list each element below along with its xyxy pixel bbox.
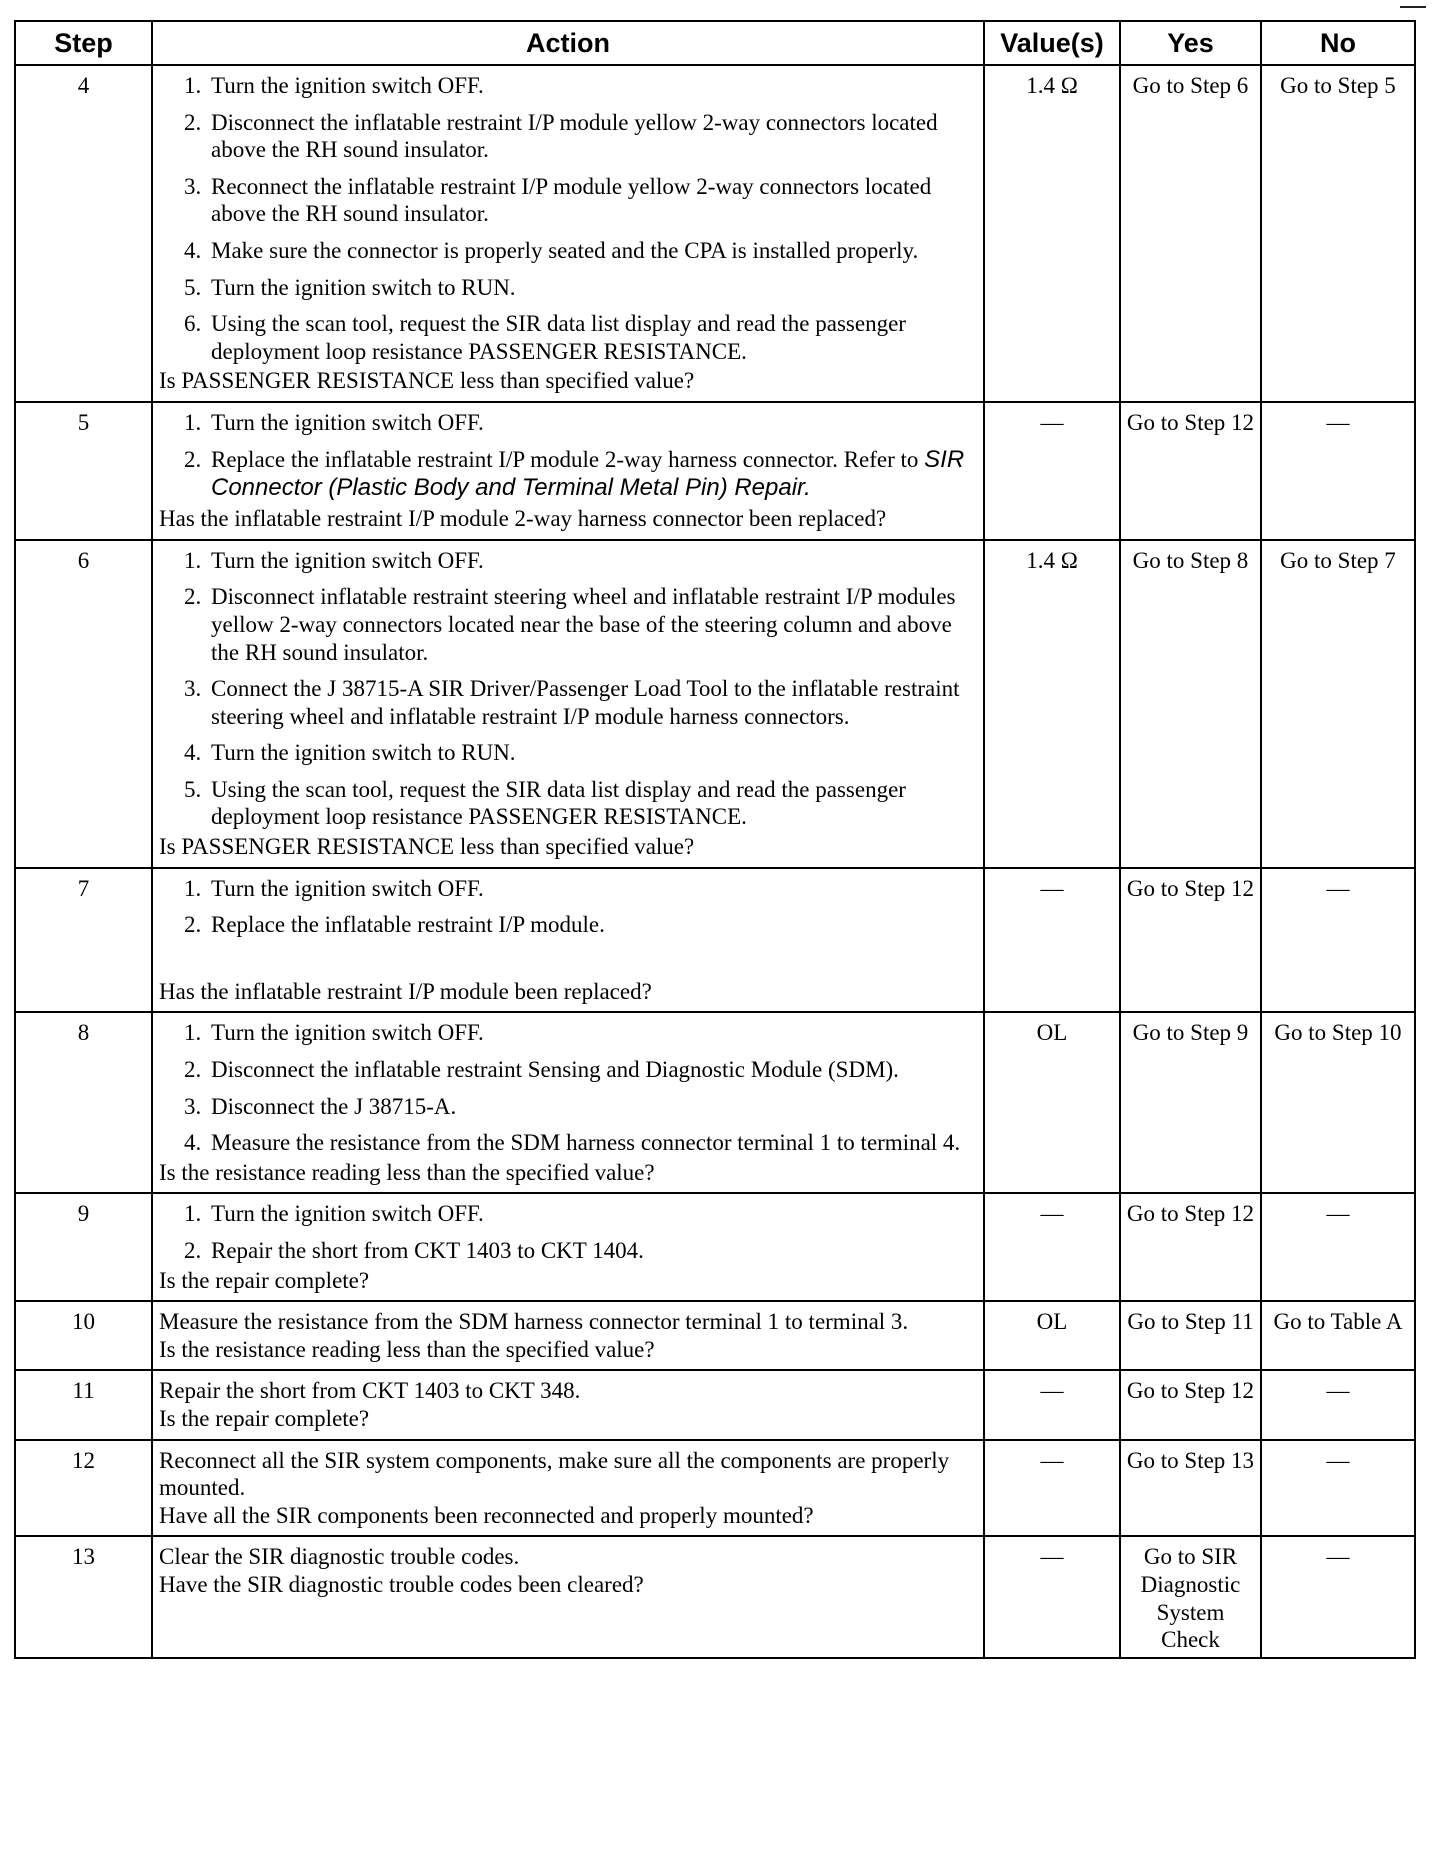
value-cell: — — [984, 1193, 1120, 1301]
header-yes: Yes — [1120, 21, 1261, 65]
value-cell: — — [984, 402, 1120, 540]
step-number: 7 — [15, 868, 152, 1013]
action-item: 2. Replace the inflatable restraint I/P module. — [184, 912, 605, 938]
action-cell — [152, 1440, 984, 1537]
no-cell: Go to Table A — [1261, 1301, 1415, 1370]
action-item: 1. Turn the ignition switch OFF. — [184, 1020, 484, 1046]
yes-cell: Go to Step 11 — [1120, 1301, 1261, 1370]
yes-cell: Go to Step 12 — [1120, 402, 1261, 540]
yes-cell: Go to Step 12 — [1120, 1193, 1261, 1301]
page-corner-mark — [1400, 6, 1426, 8]
table-row-step-13 — [15, 1536, 1415, 1658]
action-cell — [152, 1301, 984, 1370]
action-item: 3. Connect the J 38715-A SIR Driver/Passenger Load Tool to the inflatable restraint steering wheel and inflatable restraint I/P module harness connectors. — [184, 676, 960, 729]
action-item: 6. Using the scan tool, request the SIR data list display and read the passenger deployment loop resistance PASSENGER RESISTANCE. — [184, 311, 906, 364]
value-cell: OL — [984, 1012, 1120, 1193]
action-item: 1. Turn the ignition switch OFF. — [184, 1201, 484, 1227]
value-cell: — — [984, 1536, 1120, 1658]
yes-cell: Go to Step 12 — [1120, 1370, 1261, 1439]
no-cell: — — [1261, 402, 1415, 540]
action-cell — [152, 1370, 984, 1439]
diagnostic-table — [14, 20, 1416, 1659]
yes-cell: Go to Step 9 — [1120, 1012, 1261, 1193]
header-step: Step — [15, 21, 152, 65]
step-number: 9 — [15, 1193, 152, 1301]
action-cell — [152, 868, 984, 1013]
no-cell: — — [1261, 1370, 1415, 1439]
no-cell: — — [1261, 868, 1415, 1013]
action-text: Reconnect all the SIR system components, make sure all the components are properly mounted. — [159, 1447, 950, 1501]
header-row — [15, 21, 1415, 65]
step-number: 4 — [15, 65, 152, 402]
yes-cell: Go to SIR Diagnostic System Check — [1120, 1536, 1261, 1658]
action-cell — [152, 65, 984, 402]
action-item: 2. Repair the short from CKT 1403 to CKT 1404. — [184, 1238, 644, 1263]
value-cell: — — [984, 868, 1120, 1013]
header-values: Value(s) — [984, 21, 1120, 65]
action-cell — [152, 540, 984, 868]
header-no: No — [1261, 21, 1415, 65]
action-cell — [152, 1012, 984, 1193]
action-item: 3. Reconnect the inflatable restraint I/P module yellow 2-way connectors located above the RH sound insulator. — [184, 173, 932, 227]
action-item: 5. Turn the ignition switch to RUN. — [184, 274, 516, 300]
action-question: Is PASSENGER RESISTANCE less than specified value? — [159, 834, 695, 860]
action-question: Has the inflatable restraint I/P module 2-way harness connector been replaced? — [159, 506, 887, 532]
action-item: 4. Make sure the connector is properly seated and the CPA is installed properly. — [184, 237, 919, 263]
step-number: 6 — [15, 540, 152, 868]
action-cell — [152, 1536, 984, 1658]
action-item: 4. Measure the resistance from the SDM harness connector terminal 1 to terminal 4. — [184, 1130, 961, 1156]
action-question: Is the resistance reading less than the specified value? — [159, 1159, 655, 1185]
step-number: 10 — [15, 1301, 152, 1370]
action-cell — [152, 1193, 984, 1301]
value-cell: 1.4 Ω — [984, 65, 1120, 402]
action-item: 2. Replace the inflatable restraint I/P module 2-way harness connector. Refer to SIR Connector (Plastic Body and Terminal Metal Pin) Repair. — [184, 445, 965, 502]
table-row-step-8 — [15, 1012, 1415, 1193]
value-cell: — — [984, 1440, 1120, 1537]
action-item: 3. Disconnect the J 38715-A. — [184, 1093, 457, 1119]
value-cell: — — [984, 1370, 1120, 1439]
table-row-step-9 — [15, 1193, 1415, 1301]
yes-cell: Go to Step 6 — [1120, 65, 1261, 402]
action-question: Have all the SIR components been reconnected and properly mounted? — [159, 1502, 814, 1528]
step-number: 12 — [15, 1440, 152, 1537]
no-cell: Go to Step 10 — [1261, 1012, 1415, 1193]
value-cell: OL — [984, 1301, 1120, 1370]
step-number: 13 — [15, 1536, 152, 1658]
header-action: Action — [152, 21, 984, 65]
action-item: 2. Disconnect the inflatable restraint Sensing and Diagnostic Module (SDM). — [184, 1057, 899, 1083]
yes-cell: Go to Step 8 — [1120, 540, 1261, 868]
action-item: 1. Turn the ignition switch OFF. — [184, 547, 484, 573]
action-question: Have the SIR diagnostic trouble codes been cleared? — [159, 1571, 644, 1597]
step-number: 8 — [15, 1012, 152, 1193]
action-question: Is the repair complete? — [159, 1267, 370, 1293]
action-item: 4. Turn the ignition switch to RUN. — [184, 740, 516, 766]
action-question: Is the repair complete? — [159, 1405, 370, 1431]
no-cell: Go to Step 5 — [1261, 65, 1415, 402]
table-row-step-7 — [15, 868, 1415, 1013]
table-row-step-11 — [15, 1370, 1415, 1439]
action-text: Repair the short from CKT 1403 to CKT 348. — [159, 1378, 581, 1404]
table-row-step-5 — [15, 402, 1415, 540]
action-item: 2. Disconnect inflatable restraint steering wheel and inflatable restraint I/P modules yellow 2-way connectors located near the base of the steering column and above the RH sound insulator. — [184, 584, 956, 665]
action-text: Clear the SIR diagnostic trouble codes. — [159, 1544, 520, 1570]
action-question: Is PASSENGER RESISTANCE less than specified value? — [159, 368, 695, 394]
action-item: 1. Turn the ignition switch OFF. — [184, 409, 484, 435]
step-number: 11 — [15, 1370, 152, 1439]
action-item: 1. Turn the ignition switch OFF. — [184, 73, 484, 98]
action-text: Measure the resistance from the SDM harness connector terminal 1 to terminal 3. — [159, 1309, 909, 1335]
table-row-step-12 — [15, 1440, 1415, 1537]
no-cell: — — [1261, 1193, 1415, 1301]
value-cell: 1.4 Ω — [984, 540, 1120, 868]
action-item: 1. Turn the ignition switch OFF. — [184, 875, 484, 901]
table-row-step-4 — [15, 65, 1415, 402]
action-cell — [152, 402, 984, 540]
table-row-step-10 — [15, 1301, 1415, 1370]
action-question: Has the inflatable restraint I/P module been replaced? — [159, 978, 652, 1004]
no-cell: Go to Step 7 — [1261, 540, 1415, 868]
step-number: 5 — [15, 402, 152, 540]
no-cell: — — [1261, 1536, 1415, 1658]
yes-cell: Go to Step 12 — [1120, 868, 1261, 1013]
repair-reference: SIR Connector (Plastic Body and Terminal Metal Pin) Repair. — [211, 445, 965, 502]
no-cell: — — [1261, 1440, 1415, 1537]
action-item: 5. Using the scan tool, request the SIR data list display and read the passenger deployment loop resistance PASSENGER RESISTANCE. — [184, 776, 906, 830]
action-question: Is the resistance reading less than the specified value? — [159, 1336, 655, 1362]
table-row-step-6 — [15, 540, 1415, 868]
action-item: 2. Disconnect the inflatable restraint I/P module yellow 2-way connectors located above the RH sound insulator. — [184, 109, 938, 163]
yes-cell: Go to Step 13 — [1120, 1440, 1261, 1537]
